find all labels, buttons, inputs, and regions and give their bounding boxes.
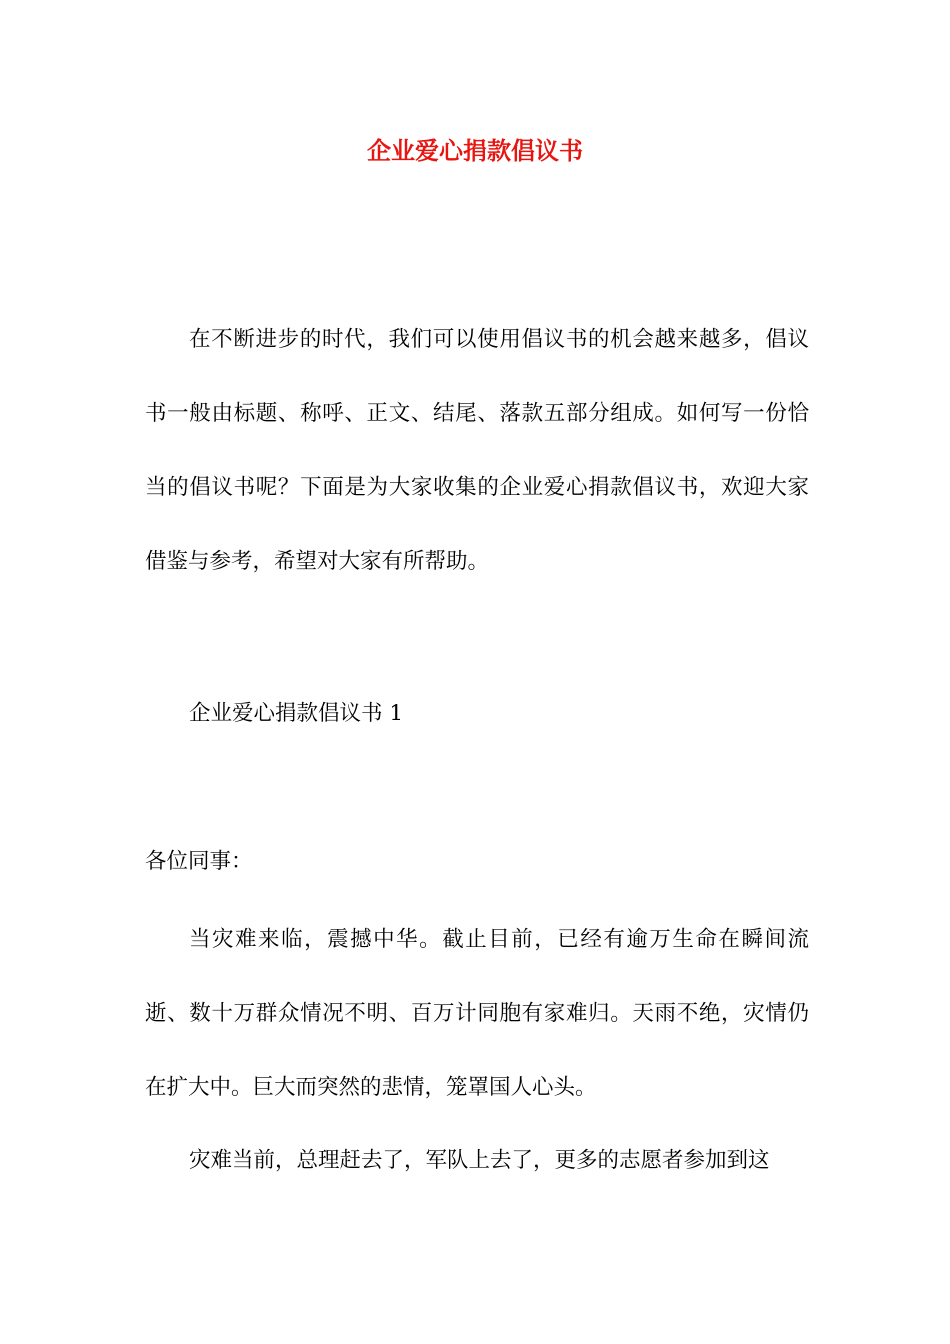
salutation: 各位同事：	[145, 849, 253, 874]
body-paragraph: 灾难当前，总理赶去了，军队上去了，更多的志愿者参加到这	[189, 1148, 770, 1173]
document-title: 企业爱心捐款倡议书	[367, 136, 583, 165]
intro-paragraph: 在不断进步的时代，我们可以使用倡议书的机会越来越多，倡议书一般由标题、称呼、正文、结尾、落款五部分组成。如何写一份恰当的倡议书呢？下面是为大家收集的企业爱心捐款倡议书，欢迎大家借鉴与参考，希望对大家有所帮助。	[145, 327, 809, 574]
section-subtitle: 企业爱心捐款倡议书 1	[189, 701, 404, 726]
body-paragraph: 当灾难来临，震撼中华。截止目前，已经有逾万生命在瞬间流逝、数十万群众情况不明、百万计同胞有家难归。天雨不绝，灾情仍在扩大中。巨大而突然的悲情，笼罩国人心头。	[145, 927, 809, 1100]
